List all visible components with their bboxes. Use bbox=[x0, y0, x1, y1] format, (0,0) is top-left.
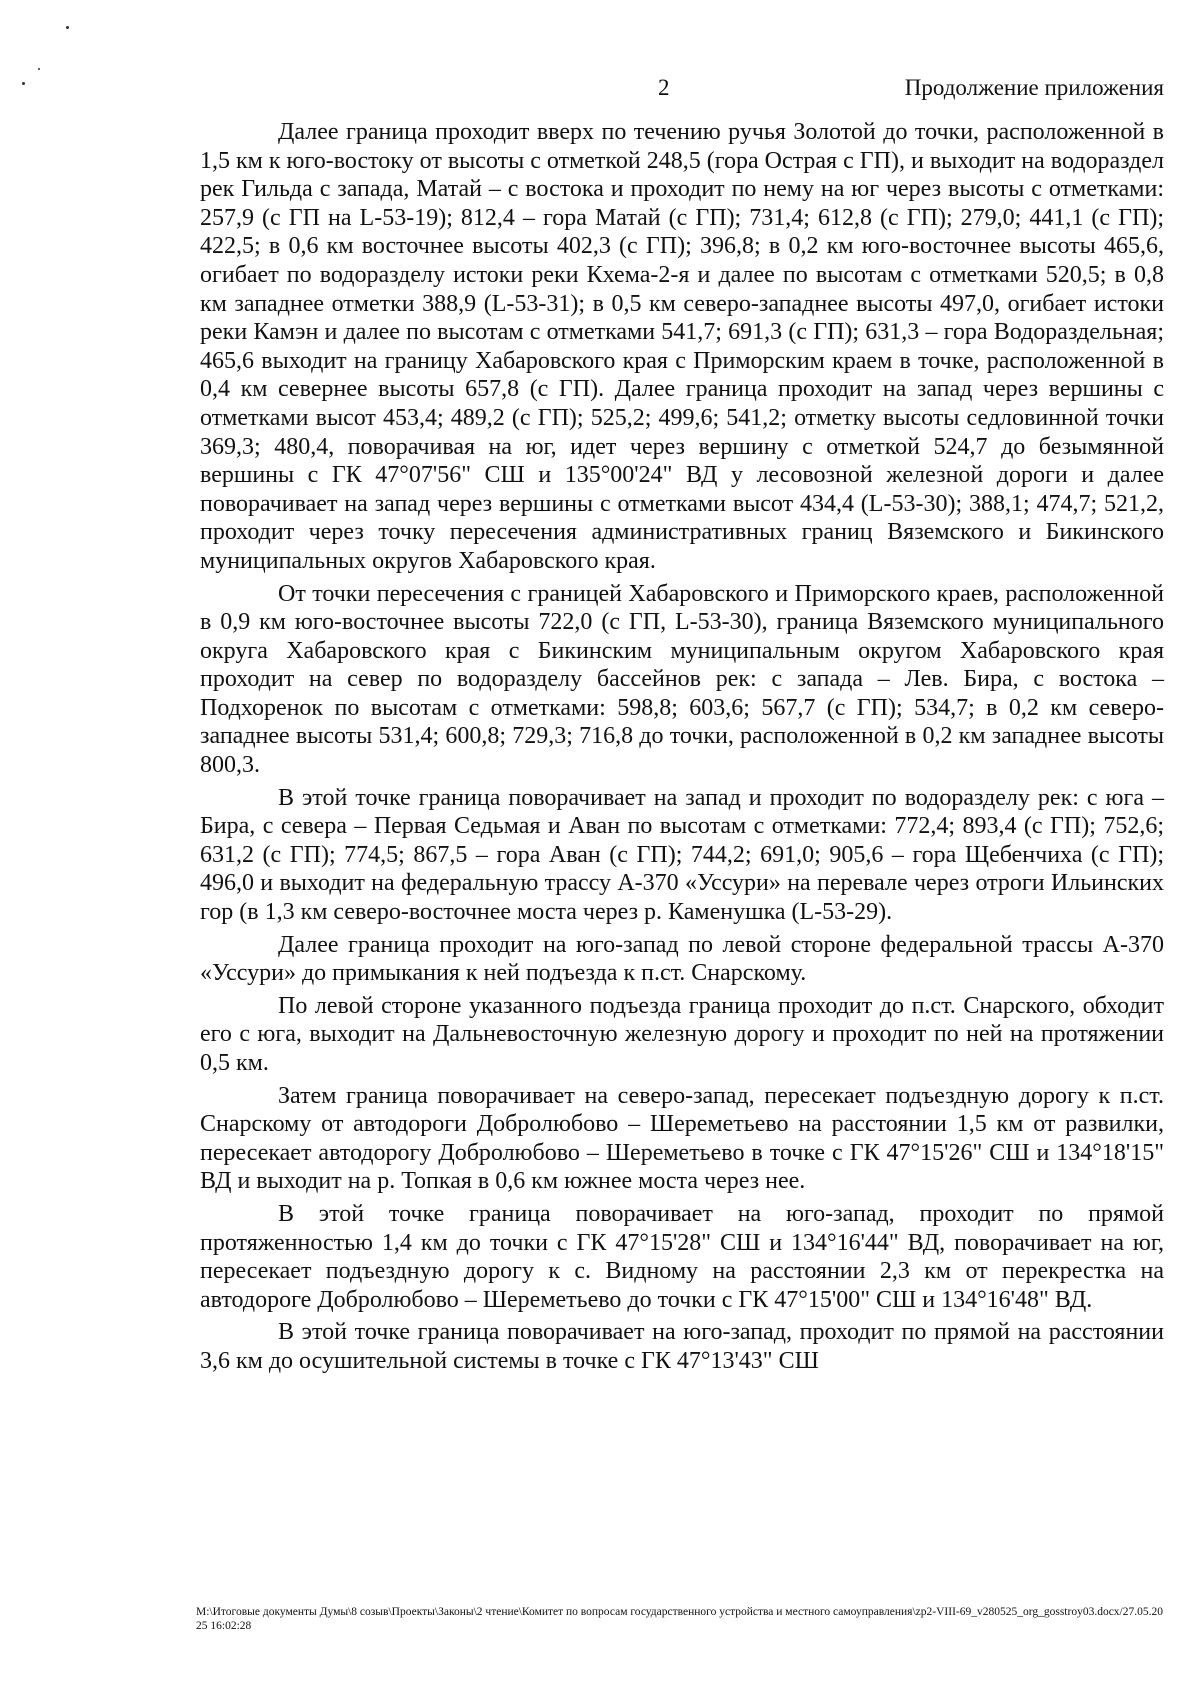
paragraph: По левой стороне указанного подъезда граница проходит до п.ст. Снарского, обходит его с юга, выходит на Дальневосточную железную дорогу и проходит по ней на протяжении 0,5 км. bbox=[200, 992, 1164, 1076]
paragraph: В этой точке граница поворачивает на юго-запад, проходит по прямой протяженностью 1,4 км до точки с ГК 47°15'28" СШ и 134°16'44" ВД, поворачивает на юг, пересекает подъездную дорогу к с. Видному на расстоянии 2,3 км от перекрестка на автодороге Добролюбово – Шереметьево до точки с ГК 47°15'00" СШ и 134°16'48" ВД. bbox=[200, 1200, 1164, 1313]
paragraph: В этой точке граница поворачивает на запад и проходит по водоразделу рек: с юга – Бира, с севера – Первая Седьмая и Аван по высотам с отметками: 772,4; 893,4 (с ГП); 752,6; 631,2 (с ГП); 774,5; 867,5 – гора Аван (с ГП); 744,2; 691,0; 905,6 – гора Щебенчиха (с ГП); 496,0 и выходит на федеральную трассу А-370 «Уссури» на перевале через отроги Ильинских гор (в 1,3 км северо-восточнее моста через р. Каменушка (L-53-29). bbox=[200, 784, 1164, 926]
document-body bbox=[200, 118, 1164, 1380]
scan-speck bbox=[38, 68, 40, 70]
paragraph: В этой точке граница поворачивает на юго-запад, проходит по прямой на расстоянии 3,6 км до осушительной системы в точке с ГК 47°13'43" СШ bbox=[200, 1319, 1164, 1374]
file-path-footer: M:\Итоговые документы Думы\8 созыв\Проекты\Законы\2 чтение\Комитет по вопросам государственного устройства и местного самоуправления\zp2-VIII-69_v280525_org_gosstroy03.docx/27.05.2025 16:02:28 bbox=[196, 1606, 1163, 1632]
scan-speck bbox=[66, 26, 69, 29]
page-header bbox=[196, 75, 1164, 109]
page-number: 2 bbox=[658, 75, 670, 100]
continuation-label: Продолжение приложения bbox=[904, 75, 1164, 100]
paragraph: Далее граница проходит вверх по течению ручья Золотой до точки, расположенной в 1,5 км к юго-востоку от высоты с отметкой 248,5 (гора Острая с ГП), и выходит на водораздел рек Гильда с запада, Матай – с востока и проходит по нему на юг через высоты с отметками: 257,9 (с ГП на L-53-19); 812,4 – гора Матай (с ГП); 731,4; 612,8 (с ГП); 279,0; 441,1 (с ГП); 422,5; в 0,6 км восточнее высоты 402,3 (с ГП); 396,8; в 0,2 км юго-восточнее высоты 465,6, огибает по водоразделу истоки реки Кхема-2-я и далее по высотам с отметками 520,5; в 0,8 км западнее отметки 388,9 (L-53-31); в 0,5 км северо-западнее высоты 497,0, огибает истоки реки Камэн и далее по высотам с отметками 541,7; 691,3 (с ГП); 631,3 – гора Водораздельная; 465,6 выходит на границу Хабаровского края с Приморским краем в точке, расположенной в 0,4 км севернее высоты 657,8 (с ГП). Далее граница проходит на запад через вершины с отметками высот 453,4; 489,2 (с ГП); 525,2; 499,6; 541,2; отметку высоты седловинной точки 369,3; 480,4, поворачивая на юг, идет через вершину с отметкой 524,7 до безымянной вершины с ГК 47°07'56" СШ и 135°00'24" ВД у лесовозной железной дороги и далее поворачивает на запад через вершины с отметками высот 434,4 (L-53-30); 388,1; 474,7; 521,2, проходит через точку пересечения административных границ Вяземского и Бикинского муниципальных округов Хабаровского края. bbox=[200, 119, 1164, 574]
paragraph: Далее граница проходит на юго-запад по левой стороне федеральной трассы А-370 «Уссури» до примыкания к ней подъезда к п.ст. Снарскому. bbox=[200, 931, 1164, 987]
paragraph: От точки пересечения с границей Хабаровского и Приморского краев, расположенной в 0,9 км юго-восточнее высоты 722,0 (с ГП, L-53-30), граница Вяземского муниципального округа Хабаровского края с Бикинским муниципальным округом Хабаровского края проходит на север по водоразделу бассейнов рек: с запада – Лев. Бира, с востока – Подхоренок по высотам с отметками: 598,8; 603,6; 567,7 (с ГП); 534,7; в 0,2 км северо-западнее высоты 531,4; 600,8; 729,3; 716,8 до точки, расположенной в 0,2 км западнее высоты 800,3. bbox=[200, 580, 1164, 779]
paragraph: Затем граница поворачивает на северо-запад, пересекает подъездную дорогу к п.ст. Снарскому от автодороги Добролюбово – Шереметьево на расстоянии 1,5 км от развилки, пересекает автодорогу Добролюбово – Шереметьево в точке с ГК 47°15'26" СШ и 134°18'15" ВД и выходит на р. Топкая в 0,6 км южнее моста через нее. bbox=[200, 1082, 1164, 1195]
scan-speck bbox=[22, 82, 25, 85]
